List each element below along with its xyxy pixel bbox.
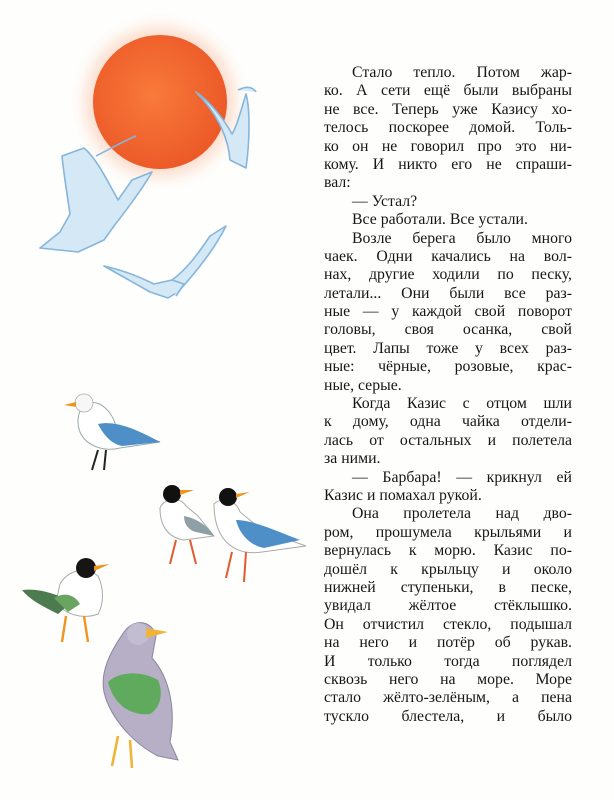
- paragraph: [324, 469, 572, 506]
- gull-icon: [64, 394, 160, 470]
- text-line: кому. И никто его не спраши-: [324, 155, 572, 173]
- text-line: цвет. Лапы тоже у всех раз-: [324, 339, 572, 357]
- text-line: на него и потёр об рукав.: [324, 634, 572, 652]
- text-line: телось поскорее домой. Толь-: [324, 119, 572, 137]
- paragraph: [324, 193, 572, 211]
- text-line: вал:: [324, 174, 351, 192]
- text-line: лась от остальных и полетела: [324, 431, 572, 449]
- text-line: Стало тепло. Потом жар-: [352, 64, 572, 81]
- text-line: увидал жёлтое стёклышко.: [324, 597, 572, 615]
- text-line: чаек. Одни качались на вол-: [324, 247, 572, 265]
- text-line: ко. А сети ещё были выбраны: [324, 82, 572, 100]
- text-line: головы, своя осанка, свой: [324, 321, 572, 339]
- text-line: вернулась к морю. Казис по-: [324, 542, 572, 560]
- gull-icon: [160, 485, 214, 564]
- text-line: ные: чёрные, розовые, крас-: [324, 358, 572, 376]
- gull-icon: [104, 226, 226, 298]
- gull-icon: [214, 488, 306, 582]
- text-line: нижней ступеньки, в песке,: [324, 578, 572, 596]
- text-line: не все. Теперь уже Казису хо-: [324, 100, 572, 118]
- text-line: к дому, одна чайка отдели-: [324, 413, 572, 431]
- text-line: стало жёлто-зелёным, а пена: [324, 689, 572, 707]
- text-line: ром, прошумела крыльями и: [324, 523, 572, 541]
- story-text: [324, 64, 572, 726]
- text-line: ные, серые.: [324, 376, 402, 394]
- text-line: — Устал?: [352, 192, 418, 210]
- pigeon-icon: [103, 623, 178, 768]
- text-line: нах, другие ходили по песку,: [324, 266, 572, 284]
- text-line: Казис и помахал рукой.: [324, 486, 482, 504]
- text-line: Возле берега было много: [352, 229, 572, 247]
- text-line: Она пролетела над дво-: [352, 505, 572, 523]
- paragraph: [324, 395, 572, 469]
- text-line: сквозь него на море. Море: [324, 670, 572, 688]
- text-line: ко он не говорил про это ни-: [324, 137, 572, 155]
- text-line: летали... Они были все раз-: [324, 284, 572, 302]
- text-line: Когда Казис с отцом шли: [352, 395, 572, 413]
- text-line: за ними.: [324, 450, 381, 468]
- paragraph: [324, 505, 572, 726]
- paragraph: [324, 64, 572, 193]
- text-line: ные — у каждой свой поворот: [324, 303, 572, 321]
- text-line: — Барбара! — крикнул ей: [352, 468, 572, 486]
- paragraph: [324, 211, 572, 229]
- paragraph: [324, 230, 572, 396]
- gull-icon: [22, 558, 110, 642]
- text-line: тускло блестела, и было: [324, 707, 572, 725]
- text-line: дошёл к крыльцу и около: [324, 560, 572, 578]
- text-line: И только тогда поглядел: [324, 652, 572, 670]
- text-line: Все работали. Все устали.: [352, 211, 528, 229]
- text-line: Он отчистил стекло, подышал: [324, 615, 572, 633]
